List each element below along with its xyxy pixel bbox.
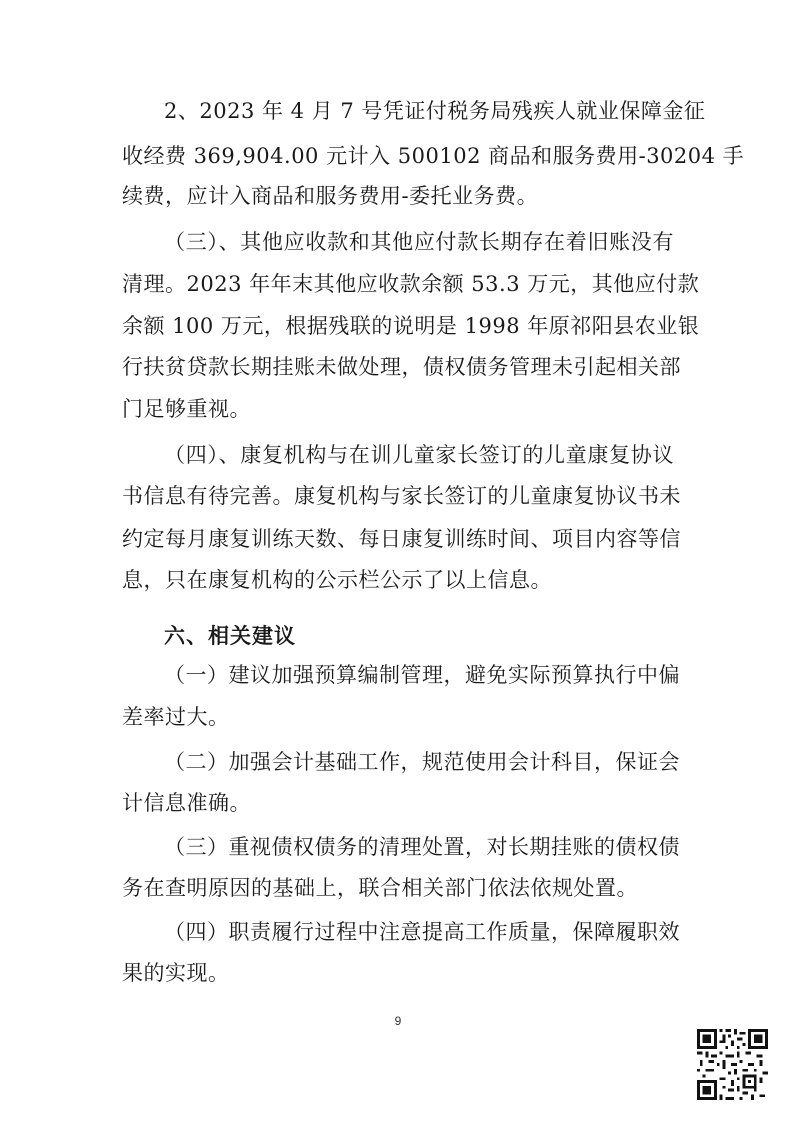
page-number: 9 <box>394 1014 402 1028</box>
suggestion-4-line-1: （四）职责履行过程中注意提高工作质量，保障履职效 <box>164 920 680 944</box>
suggestion-2-line-1: （二）加强会计基础工作，规范使用会计科目，保证会 <box>164 750 680 774</box>
paragraph-2-line-1: （三）、其他应收款和其他应付款长期存在着旧账没有 <box>164 230 674 254</box>
paragraph-1-line-2: 收经费 369,904.00 元计入 500102 商品和服务费用-30204 手 <box>122 144 745 168</box>
paragraph-3-line-1: （四）、康复机构与在训儿童家长签订的儿童康复协议 <box>164 443 674 467</box>
paragraph-2-line-3: 余额 100 万元，根据残联的说明是 1998 年原祁阳县农业银 <box>122 314 700 338</box>
paragraph-2-line-2: 清理。2023 年年末其他应收款余额 53.3 万元，其他应付款 <box>122 272 700 296</box>
paragraph-1-line-3: 续费，应计入商品和服务费用-委托业务费。 <box>122 184 539 208</box>
suggestion-1-line-1: （一）建议加强预算编制管理，避免实际预算执行中偏 <box>164 663 680 687</box>
suggestion-3-line-1: （三）重视债权债务的清理处置，对长期挂账的债权债 <box>164 835 680 859</box>
suggestion-4-line-2: 果的实现。 <box>122 961 230 985</box>
paragraph-1-line-1: 2、2023 年 4 月 7 号凭证付税务局残疾人就业保障金征 <box>164 99 706 123</box>
paragraph-3-line-4: 息，只在康复机构的公示栏公示了以上信息。 <box>122 568 552 592</box>
paragraph-3-line-2: 书信息有待完善。康复机构与家长签订的儿童康复协议书未 <box>122 484 681 508</box>
suggestion-3-line-2: 务在查明原因的基础上，联合相关部门依法依规处置。 <box>122 876 638 900</box>
suggestion-1-line-2: 差率过大。 <box>122 705 230 729</box>
paragraph-2-line-4: 行扶贫贷款长期挂账未做处理，债权债务管理未引起相关部 <box>122 355 681 379</box>
suggestion-2-line-2: 计信息准确。 <box>122 791 251 815</box>
paragraph-3-line-3: 约定每月康复训练天数、每日康复训练时间、项目内容等信 <box>122 527 681 551</box>
paragraph-2-line-5: 门足够重视。 <box>122 397 251 421</box>
qr-code-icon <box>697 1029 768 1100</box>
section-heading: 六、相关建议 <box>164 624 296 648</box>
